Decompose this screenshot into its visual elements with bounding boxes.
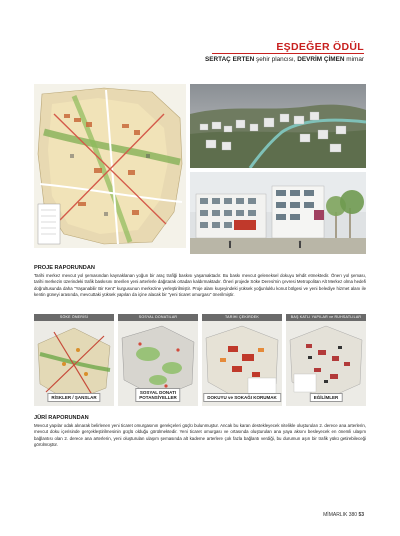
- diagram-band-label: SOSYAL DONATILAR: [118, 314, 198, 321]
- magazine-name: MİMARLIK 380: [323, 512, 358, 518]
- diagram-band-label: TARİHİ ÇEKİRDEK: [202, 314, 282, 321]
- diagram-caption: EĞİLİMLER: [310, 393, 343, 402]
- author-line: [205, 56, 364, 63]
- master-plan-image: [34, 84, 186, 248]
- author1-role: şehir plancısı,: [256, 56, 296, 63]
- title-divider: [212, 53, 364, 54]
- diagram-multistorey: [286, 314, 366, 406]
- diagram-caption: SOSYAL DONATI POTANSİYELLER: [135, 388, 180, 402]
- diagram-risks: [34, 314, 114, 406]
- diagram-caption: DOKUYU ve SOKAĞI KORUMAK: [203, 393, 281, 402]
- author1-name: SERTAÇ ERTEN: [205, 56, 255, 63]
- diagram-social: [118, 314, 198, 406]
- page-footer: [323, 512, 364, 518]
- diagram-caption: RİSKLER / ŞANSLAR: [47, 393, 100, 402]
- page-number: 53: [358, 512, 364, 518]
- diagram-historic: [202, 314, 282, 406]
- diagram-band-label: BAŞ KATLI YAPILAR ve RUHSATLILAR: [286, 314, 366, 321]
- jury-report-text: Mevcut yapılar odak alınarak belirlenen yeni ticaret omurgasının gerekçeleri güçlü bulunmuştur. Ancak bu karan destekleyecek nitelikle oluşturulan 2. derece ana arterlerin, mevcut doku içerisinde gerçekleştirilmesinin güçlü olduğu görülmektedir. Yeni ticaret omurgası ve ortasında oluşturulan ana yaya aksını besleyecek en önemli ulaşım bağlantısı olan 2. derece ana arterlerin, yeni oluşturulan ulaşım şemasında alt kademe arterlere çok fazla bağlantı verdiği, bu durumun aşırı bir trafik yükü getirebileceği görülmüştür.: [34, 423, 366, 447]
- street-render-image: [190, 172, 366, 254]
- author2-role: mimar: [346, 56, 364, 63]
- diagram-band-label: SÖKE ÖNERİSİ: [34, 314, 114, 321]
- project-report-text: Tarihi merkez mevcut yol şemasından kaynaklanan yoğun bir araç trafiği baskısı yaşamaktadır. Bu baskı mevcut geleneksel dokuyu tehdit etmektedir. Önerı yol şeması, tarihi merkezin üzerindeki trafik baskısını önerilen yeni arterlerle dağıtarak ortadan kaldırmaktadır. Öneri projede Söke Deresi'nin çevresi Metropolitan Alt Merkez olma hedefi doğrultusunda daha "Yaşanabilir Bir Kent" kurgusunun merkezine yerleştirilmiştir. Proje alanı kuşeyindeki yüksek yoğunluklu konut bölgesi ve yeni belediye hizmet alanı ile kentin güneyi arasında, mevcuttaki yüksek yapılan da içine alacak bir "yeni ticaret omurgası" önerilmiştir.: [34, 273, 366, 297]
- author2-name: DEVRİM ÇİMEN: [297, 56, 345, 63]
- award-title: EŞDEĞER ÖDÜL: [276, 41, 364, 53]
- aerial-render-image: [190, 84, 366, 168]
- jury-report-heading: JÜRİ RAPORUNDAN: [34, 415, 89, 421]
- project-report-heading: PROJE RAPORUNDAN: [34, 265, 95, 271]
